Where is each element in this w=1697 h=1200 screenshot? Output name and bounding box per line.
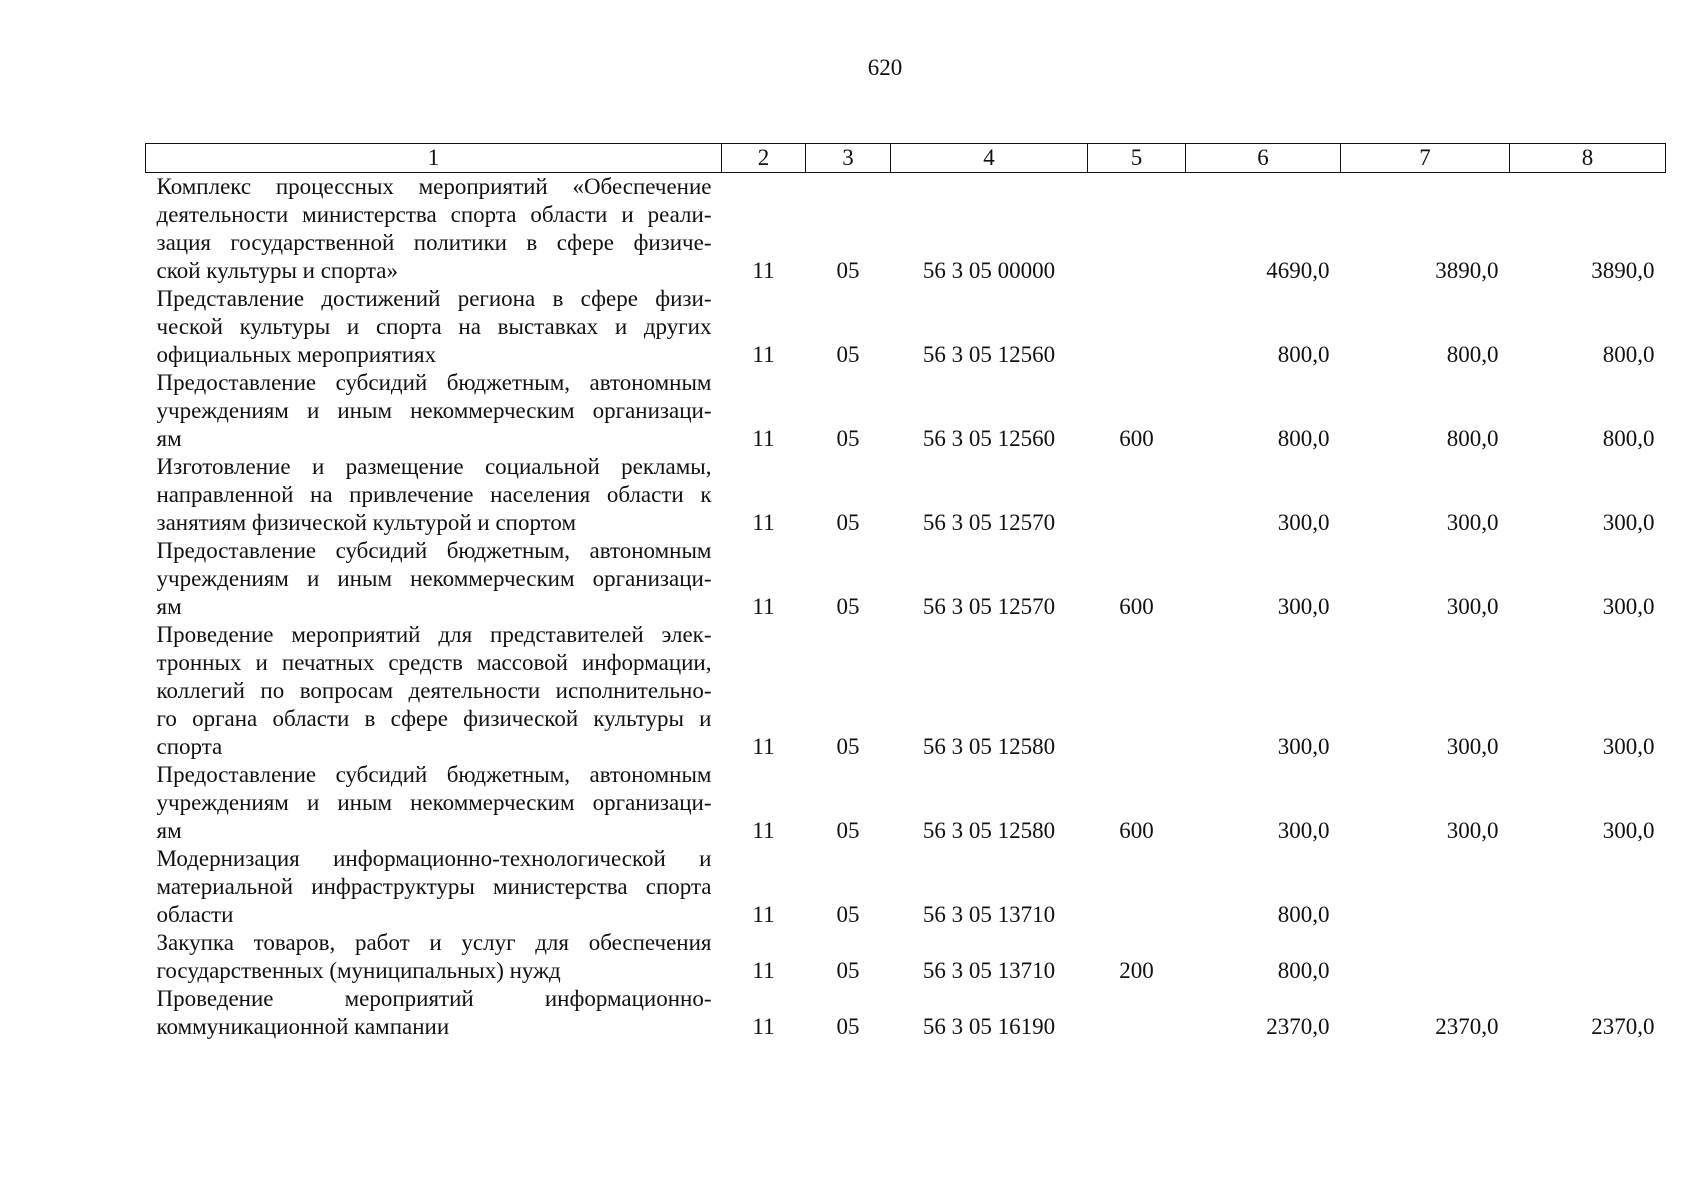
row-name-cell [146, 537, 722, 621]
row-amount-col6-cell: 800,0 [1277, 958, 1330, 983]
row-amount-col6-cell: 800,0 [1277, 426, 1330, 451]
row-amount-col8-cell: 300,0 [1602, 818, 1655, 843]
row-name-cell [146, 285, 722, 369]
row-name-line: учреждениям и иным некоммерческим организаци- [156, 790, 712, 815]
row-amount-col6-cell: 800,0 [1277, 342, 1330, 367]
row-amount-col7-cell: 800,0 [1446, 426, 1499, 451]
row-name-cell [146, 761, 722, 845]
row-name-line: ческой культуры и спорта на выставках и других [156, 314, 712, 339]
row-amount-col7-cell: 300,0 [1446, 594, 1499, 619]
row-section-cell: 11 [752, 258, 775, 283]
table-header [146, 144, 1666, 173]
header-col-7: 7 [1341, 144, 1510, 173]
row-section-cell: 11 [752, 342, 775, 367]
row-subsection-cell: 05 [836, 258, 860, 283]
row-target-article-cell: 56 3 05 12560 [922, 342, 1056, 367]
row-section-cell: 11 [752, 510, 775, 535]
row-amount-col8-cell: 800,0 [1602, 426, 1655, 451]
row-amount-col8-cell: 3890,0 [1591, 258, 1655, 283]
header-col-4: 4 [891, 144, 1088, 173]
row-name-line: Проведение мероприятий для представителей элек- [156, 622, 712, 647]
row-name-line: Предоставление субсидий бюджетным, автономным [156, 370, 712, 395]
row-amount-col8-cell: 2370,0 [1591, 1014, 1655, 1039]
row-expense-type-cell: 200 [1119, 958, 1154, 983]
row-section-cell: 11 [752, 594, 775, 619]
table-row [146, 369, 1666, 453]
table-row [146, 537, 1666, 621]
row-name-cell [146, 173, 722, 286]
table-row [146, 761, 1666, 845]
page-number: 620 [867, 55, 903, 80]
row-subsection-cell: 05 [836, 594, 860, 619]
row-name-line: ской культуры и спорта» [156, 258, 398, 283]
row-section-cell: 11 [752, 1014, 775, 1039]
row-name-line: Модернизация информационно-технологической и [156, 846, 712, 871]
row-section-cell: 11 [752, 818, 775, 843]
table-row [146, 285, 1666, 369]
row-expense-type-cell: 600 [1119, 818, 1154, 843]
row-expense-type-cell [1088, 845, 1186, 929]
header-col-2: 2 [722, 144, 806, 173]
row-name-line: тронных и печатных средств массовой информации, [156, 650, 712, 675]
row-name-line: го органа области в сфере физической культуры и [156, 706, 712, 731]
row-name-cell [146, 453, 722, 537]
header-col-8: 8 [1510, 144, 1666, 173]
row-section-cell: 11 [752, 426, 775, 451]
row-name-cell [146, 845, 722, 929]
row-amount-col6-cell: 800,0 [1277, 902, 1330, 927]
row-name-line: учреждениям и иным некоммерческим организаци- [156, 566, 712, 591]
header-col-1: 1 [146, 144, 722, 173]
table-row [146, 985, 1666, 1041]
row-name-line: деятельности министерства спорта области и реали- [156, 202, 712, 227]
row-target-article-cell: 56 3 05 12580 [922, 818, 1056, 843]
header-col-5: 5 [1088, 144, 1186, 173]
row-expense-type-cell: 600 [1119, 594, 1154, 619]
row-name-line: спорта [156, 734, 223, 759]
row-name-line: коммуникационной кампании [156, 1014, 450, 1039]
row-target-article-cell: 56 3 05 12560 [922, 426, 1056, 451]
row-subsection-cell: 05 [836, 902, 860, 927]
row-amount-col6-cell: 300,0 [1277, 510, 1330, 535]
row-amount-col6-cell: 300,0 [1277, 734, 1330, 759]
row-name-line: Изготовление и размещение социальной рекламы, [156, 454, 712, 479]
row-expense-type-cell [1088, 173, 1186, 286]
row-amount-col8-cell [1510, 845, 1666, 929]
row-amount-col7-cell [1341, 845, 1510, 929]
row-amount-col7-cell: 300,0 [1446, 510, 1499, 535]
row-name-line: учреждениям и иным некоммерческим организаци- [156, 398, 712, 423]
row-amount-col8-cell: 300,0 [1602, 734, 1655, 759]
table-row [146, 621, 1666, 761]
budget-table [145, 143, 1666, 1041]
row-name-line: Предоставление субсидий бюджетным, автономным [156, 538, 712, 563]
row-amount-col7-cell: 3890,0 [1435, 258, 1499, 283]
header-col-3: 3 [806, 144, 891, 173]
row-name-line: ям [156, 818, 182, 843]
row-name-line: зация государственной политики в сфере физиче- [156, 230, 712, 255]
row-target-article-cell: 56 3 05 12570 [922, 594, 1056, 619]
row-subsection-cell: 05 [836, 342, 860, 367]
row-amount-col8-cell: 300,0 [1602, 510, 1655, 535]
row-name-line: ям [156, 594, 182, 619]
table-row [146, 845, 1666, 929]
row-amount-col8-cell [1510, 929, 1666, 985]
row-subsection-cell: 05 [836, 510, 860, 535]
row-target-article-cell: 56 3 05 00000 [922, 258, 1056, 283]
row-section-cell: 11 [752, 734, 775, 759]
row-subsection-cell: 05 [836, 1014, 860, 1039]
row-name-line: занятиям физической культурой и спортом [156, 510, 577, 535]
row-amount-col7-cell: 300,0 [1446, 734, 1499, 759]
row-amount-col6-cell: 300,0 [1277, 594, 1330, 619]
row-amount-col7-cell: 2370,0 [1435, 1014, 1499, 1039]
table-row [146, 929, 1666, 985]
row-name-line: направленной на привлечение населения области к [156, 482, 712, 507]
row-subsection-cell: 05 [836, 734, 860, 759]
row-target-article-cell: 56 3 05 16190 [922, 1014, 1056, 1039]
row-name-line: коллегий по вопросам деятельности исполнительно- [156, 678, 712, 703]
row-name-cell [146, 985, 722, 1041]
row-expense-type-cell [1088, 985, 1186, 1041]
row-name-line: официальных мероприятиях [156, 342, 437, 367]
row-name-line: Закупка товаров, работ и услуг для обеспечения [156, 930, 712, 955]
row-amount-col6-cell: 2370,0 [1266, 1014, 1330, 1039]
row-name-cell [146, 369, 722, 453]
row-subsection-cell: 05 [836, 958, 860, 983]
row-amount-col8-cell: 300,0 [1602, 594, 1655, 619]
row-name-line: ям [156, 426, 182, 451]
row-subsection-cell: 05 [836, 818, 860, 843]
row-target-article-cell: 56 3 05 12580 [922, 734, 1056, 759]
row-subsection-cell: 05 [836, 426, 860, 451]
row-amount-col8-cell: 800,0 [1602, 342, 1655, 367]
row-name-line: Предоставление субсидий бюджетным, автономным [156, 762, 712, 787]
header-col-6: 6 [1186, 144, 1341, 173]
row-target-article-cell: 56 3 05 13710 [922, 902, 1056, 927]
row-section-cell: 11 [752, 958, 775, 983]
row-name-line: Комплекс процессных мероприятий «Обеспечение [156, 174, 712, 199]
row-expense-type-cell: 600 [1119, 426, 1154, 451]
row-amount-col7-cell: 800,0 [1446, 342, 1499, 367]
row-name-line: Проведение мероприятий информационно- [156, 986, 712, 1011]
row-target-article-cell: 56 3 05 13710 [922, 958, 1056, 983]
header-row [146, 144, 1666, 173]
row-target-article-cell: 56 3 05 12570 [922, 510, 1056, 535]
row-expense-type-cell [1088, 285, 1186, 369]
row-name-line: материальной инфраструктуры министерства спорта [156, 874, 712, 899]
table-row [146, 453, 1666, 537]
row-name-line: области [156, 902, 234, 927]
table-body [146, 173, 1666, 1042]
row-name-line: государственных (муниципальных) нужд [156, 958, 561, 983]
row-amount-col6-cell: 4690,0 [1266, 258, 1330, 283]
row-amount-col6-cell: 300,0 [1277, 818, 1330, 843]
table-row [146, 173, 1666, 286]
row-amount-col7-cell [1341, 929, 1510, 985]
row-section-cell: 11 [752, 902, 775, 927]
row-name-cell [146, 621, 722, 761]
row-name-line: Представление достижений региона в сфере физи- [156, 286, 712, 311]
row-amount-col7-cell: 300,0 [1446, 818, 1499, 843]
row-name-cell [146, 929, 722, 985]
row-expense-type-cell [1088, 621, 1186, 761]
row-expense-type-cell [1088, 453, 1186, 537]
